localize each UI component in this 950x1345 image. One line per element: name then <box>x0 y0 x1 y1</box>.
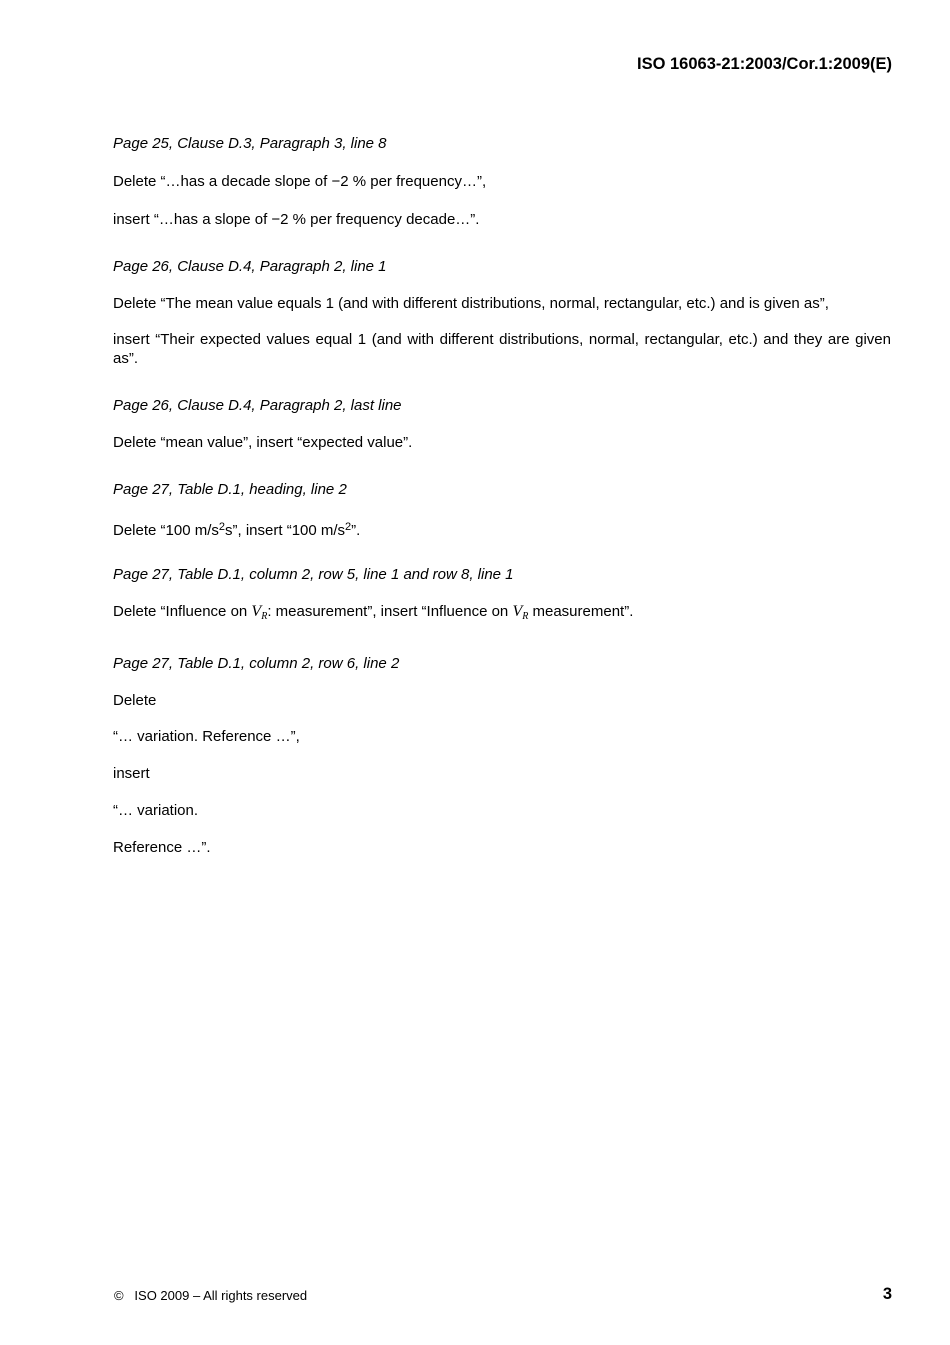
correction-line: Delete <box>113 692 157 709</box>
page-number: 3 <box>882 1285 892 1303</box>
text-fragment: Delete “100 m/s <box>113 522 219 539</box>
correction-text <box>113 602 633 626</box>
text-fragment: s”, insert “100 m/s <box>225 522 346 539</box>
variable-symbol: V <box>512 603 523 620</box>
text-fragment: Delete “Influence on <box>113 603 252 620</box>
correction-line: insert <box>113 765 150 782</box>
subscript: R <box>522 611 529 622</box>
variable-symbol: V <box>251 603 262 620</box>
copyright-notice: © ISO 2009 – All rights reserved <box>114 1288 308 1303</box>
section-heading: Page 26, Clause D.4, Paragraph 2, last line <box>113 397 402 414</box>
section-heading: Page 27, Table D.1, column 2, row 5, line 1 and row 8, line 1 <box>113 566 514 583</box>
delete-instruction: Delete “The mean value equals 1 (and with different distributions, normal, rectangular, etc.) and is given as”, <box>113 295 829 312</box>
section-heading: Page 25, Clause D.3, Paragraph 3, line 8 <box>113 135 387 152</box>
section-heading: Page 26, Clause D.4, Paragraph 2, line 1 <box>113 258 387 275</box>
text-fragment: : measurement”, insert “Influence on <box>267 603 513 620</box>
superscript: 2 <box>345 521 352 533</box>
text-fragment: ”. <box>351 522 361 539</box>
document-designation: ISO 16063-21:2003/Cor.1:2009(E) <box>637 55 892 73</box>
superscript: 2 <box>218 521 226 533</box>
insert-instruction: insert “Their expected values equal 1 (and with different distributions, normal, rectangular, etc.) and they are given as”. <box>113 331 891 367</box>
correction-line: “… variation. Reference …”, <box>113 728 300 745</box>
delete-instruction: Delete “…has a decade slope of −2 % per frequency…”, <box>113 173 487 190</box>
section-heading: Page 27, Table D.1, heading, line 2 <box>113 481 347 498</box>
correction-text: Delete “mean value”, insert “expected value”. <box>113 434 413 451</box>
correction-line: Reference …”. <box>113 839 211 856</box>
correction-text <box>113 518 360 540</box>
insert-instruction: insert “…has a slope of −2 % per frequency decade…”. <box>113 211 480 228</box>
subscript: R <box>261 611 268 622</box>
correction-line: “… variation. <box>113 802 199 819</box>
section-heading: Page 27, Table D.1, column 2, row 6, line 2 <box>113 655 400 672</box>
text-fragment: measurement”. <box>528 603 634 620</box>
